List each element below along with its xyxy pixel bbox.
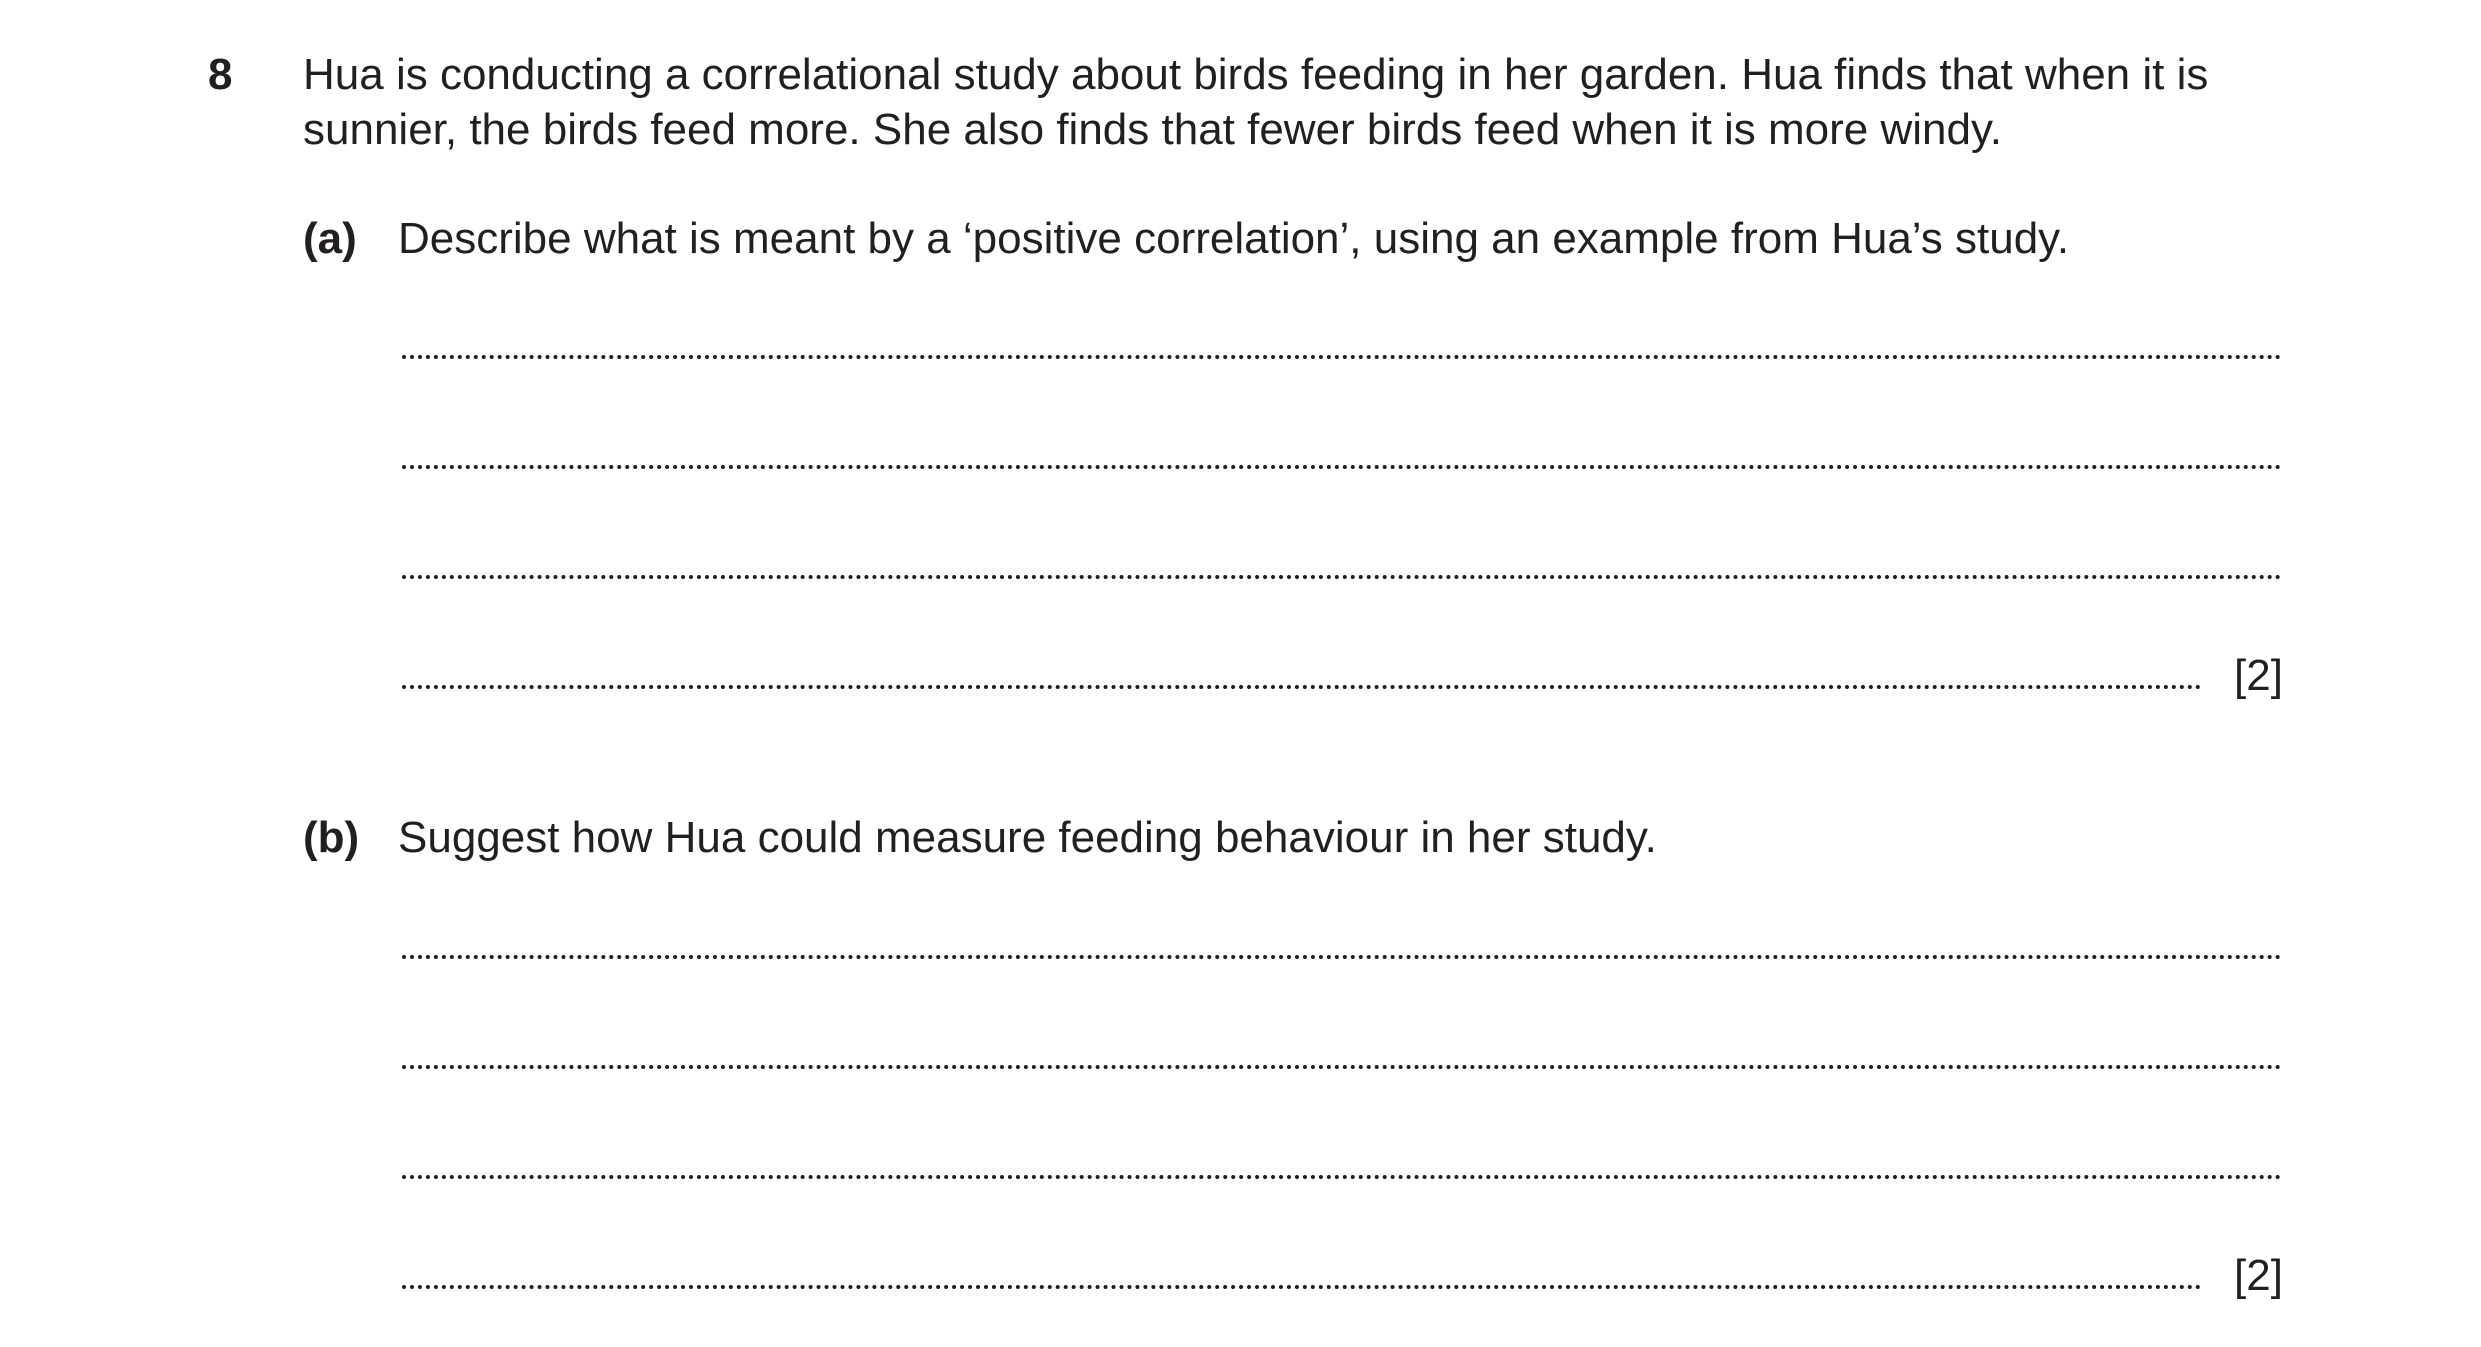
part-b-marks: [2] (2234, 1251, 2283, 1300)
question-stem-line: sunnier, the birds feed more. She also finds that fewer birds feed when it is more windy. (303, 105, 2002, 154)
part-a-answer-line-2[interactable] (402, 465, 2282, 469)
part-b-answer-line-4[interactable] (402, 1285, 2202, 1289)
question-number: 8 (208, 50, 233, 99)
part-b-question: Suggest how Hua could measure feeding behaviour in her study. (398, 813, 1657, 862)
part-a-marks: [2] (2234, 651, 2283, 700)
question-stem-line: Hua is conducting a correlational study about birds feeding in her garden. Hua finds that when it is (303, 50, 2209, 99)
part-b-answer-line-3[interactable] (402, 1175, 2282, 1179)
part-a-label: (a) (303, 214, 357, 263)
part-b-answer-line-1[interactable] (402, 955, 2282, 959)
part-a-answer-line-3[interactable] (402, 575, 2282, 579)
question-stem (303, 47, 2303, 157)
part-a-question: Describe what is meant by a ‘positive correlation’, using an example from Hua’s study. (398, 214, 2070, 263)
part-b-label: (b) (303, 813, 360, 862)
part-a-answer-line-4[interactable] (402, 685, 2202, 689)
part-b-answer-line-2[interactable] (402, 1065, 2282, 1069)
part-a-answer-line-1[interactable] (402, 355, 2282, 359)
